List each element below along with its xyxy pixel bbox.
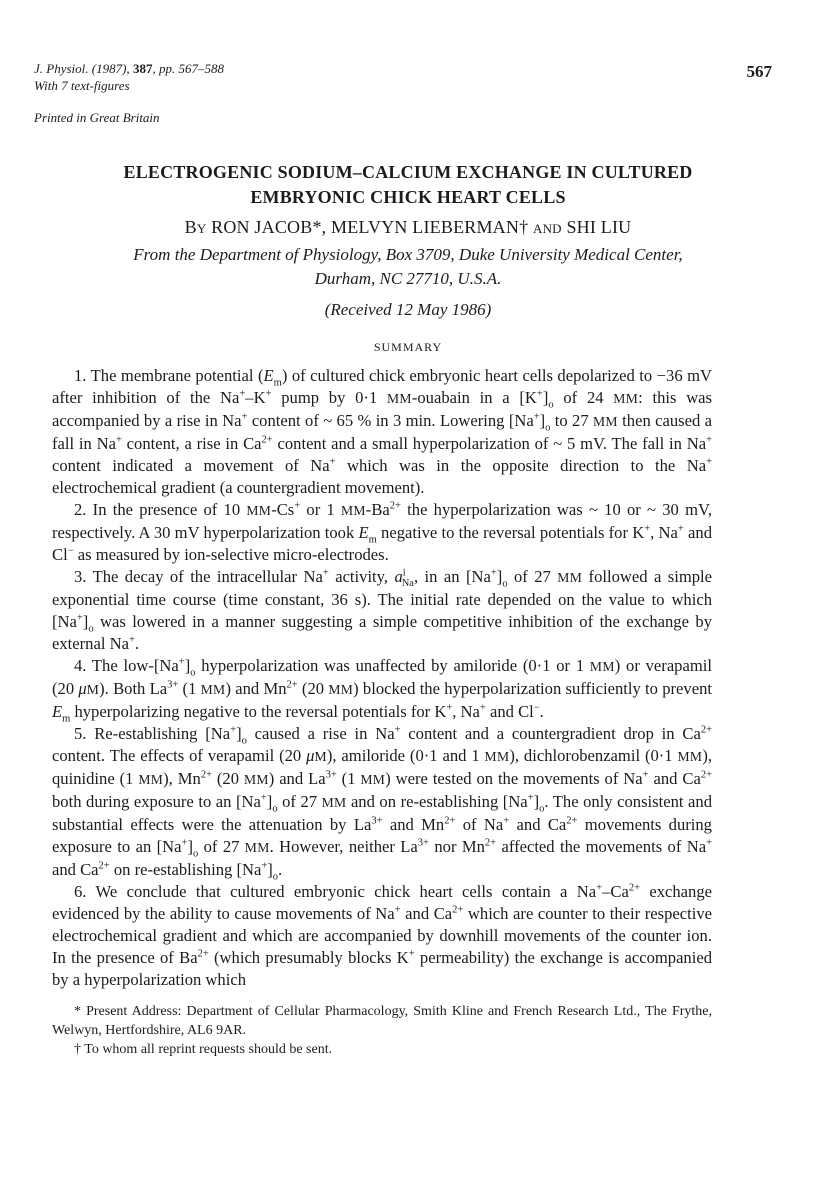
footnote-reprints: † To whom all reprint requests should be sent. xyxy=(74,1042,333,1057)
summary-paragraph-1: 1. The membrane potential $(E_m)$ of cultured chick embryonic heart cells depolarized to −36 mV after inhibition of the Na+–K+ pump by 0·1 MM-ouabain in a $[K^+]_o$ of 24 MM: this was accompanied by a rise in Na+ content of ~ 65 % in 3 min. Lowering $[Na^+]_o$ to 27 MM then caused a fall in Na+ content, a rise in $Ca^{2+}$ content and a small hyperpolarization of ~ 5 mV. The fall in Na+ content indicated a movement of Na+ which was in the opposite direction to the Na+ electrochemical gradient (a countergradient movement). xyxy=(52,366,713,497)
affiliation-line-1: From the Department of Physiology, Box 3709, Duke University Medical Center, xyxy=(133,245,683,264)
summary-paragraph-4: 4. The low-$[Na^+]_o$ hyperpolarization was unaffected by amiloride (0·1 or 1 MM) or verapamil (20 μM). Both $La^{3+}$ (1 MM) and $Mn^{2+}$ (20 MM) blocked the hyperpolarization sufficiently to prevent $E_m$ hyperpolarizing negative to the reversal potentials for K+, Na+ and Cl−. xyxy=(52,656,712,725)
journal-name: J. Physiol. xyxy=(34,61,89,76)
summary-paragraph-6: 6. We conclude that cultured embryonic chick heart cells contain a $Na^+-Ca^{2+}$ exchange evidenced by the ability to cause movements of Na+ and $Ca^{2+}$ which are counter to their respective electrochemical gradient and which are accompanied by downhill movements of the counter ion. In the presence of $Ba^{2+}$ (which presumably blocks K+ permeability) the exchange is accompanied by a hyperpolarization which xyxy=(52,882,713,989)
printed-in: Printed in Great Britain xyxy=(34,110,160,125)
author-1: RON JACOB*, xyxy=(211,217,327,237)
footnote-present-address: * Present Address: Department of Cellular Pharmacology, Smith Kline and French Research Ltd., The Frythe, Welwyn, Hertfordshire, AL6 9AR. xyxy=(52,1004,712,1038)
summary-paragraph-5: 5. Re-establishing $[Na^+]_o$ caused a rise in Na+ content and a countergradient drop in $Ca^{2+}$ content. The effects of verapamil (20 μM), amiloride (0·1 and 1 MM), dichlorobenzamil (0·1 MM), quinidine (1 MM), $Mn^{2+}$ (20 MM) and $La^{3+}$ (1 MM) were tested on the movements of Na+ and $Ca^{2+}$ both during exposure to an $[Na^+]_o$ of 27 MM and on re-establishing $[Na^+]_o$. The only consistent and substantial effects were the attenuation by $La^{3+}$ and $Mn^{2+}$ of Na+ and $Ca^{2+}$ movements during exposure to an $[Na^+]_o$ of 27 MM. However, neither $La^{3+}$ nor $Mn^{2+}$ affected the movements of Na+ and $Ca^{2+}$ on re-establishing $[Na^+]_o$. xyxy=(52,724,713,883)
summary-heading: SUMMARY xyxy=(373,340,443,354)
footnotes xyxy=(52,1002,712,1059)
title-line-2: EMBRYONIC CHICK HEART CELLS xyxy=(250,187,566,207)
author-3: SHI LIU xyxy=(566,217,632,237)
and-label: and xyxy=(532,217,562,237)
title-line-1: ELECTROGENIC SODIUM–CALCIUM EXCHANGE IN CULTURED xyxy=(123,162,693,182)
citation-line xyxy=(34,60,224,77)
author-2: MELVYN LIEBERMAN† xyxy=(331,217,529,237)
affiliation xyxy=(70,243,746,291)
article-title xyxy=(30,160,786,210)
journal-pages: , pp. 567–588 xyxy=(152,61,224,76)
received-date: (Received 12 May 1986) xyxy=(324,300,492,319)
summary-body xyxy=(52,365,712,991)
journal-reference xyxy=(34,60,224,94)
page-number: 567 xyxy=(746,62,772,81)
summary-paragraph-3: 3. The decay of the intracellular Na+ activity, $a^i_{Na}$, in an $[Na^+]_o$ of 27 MM followed a simple exponential time course (time constant, 36 s). The initial rate depended on the value to which $[Na^+]_o$ was lowered in a manner suggesting a simple competitive inhibition of the exchange by external Na+. xyxy=(52,567,713,653)
affiliation-line-2: Durham, NC 27710, U.S.A. xyxy=(314,269,502,288)
by-label: By xyxy=(184,217,207,237)
summary-paragraph-2: 2. In the presence of 10 MM-Cs+ or 1 $MM-Ba^{2+}$ the hyperpolarization was ~ 10 or ~ 30 mV, respectively. A 30 mV hyperpolarization took $E_m$ negative to the reversal potentials for K+, Na+ and Cl− as measured by ion-selective micro-electrodes. xyxy=(52,500,712,564)
journal-volume: 387 xyxy=(132,61,153,76)
figure-count: With 7 text-figures xyxy=(34,78,130,93)
journal-year: (1987), xyxy=(91,61,130,76)
author-line xyxy=(30,217,786,238)
